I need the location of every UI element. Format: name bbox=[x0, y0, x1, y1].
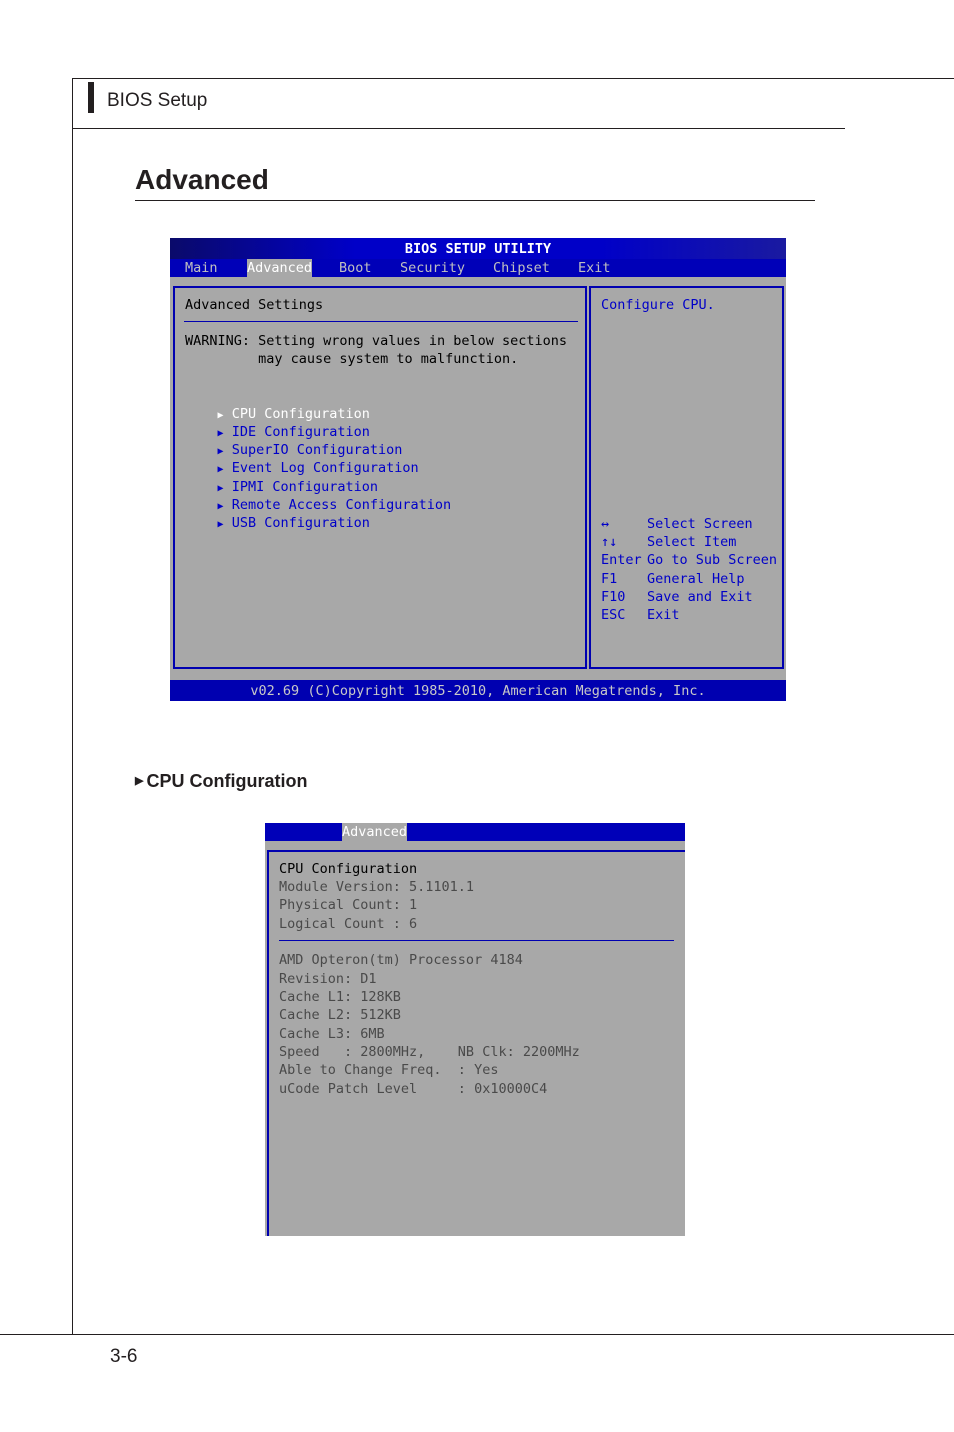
physical-count: Physical Count: 1 bbox=[279, 897, 418, 913]
cache-l3: Cache L3: 6MB bbox=[279, 1026, 385, 1042]
menu-main[interactable]: Main bbox=[185, 260, 218, 276]
bios-menubar bbox=[170, 259, 786, 277]
key-action: Go to Sub Screen bbox=[647, 552, 778, 568]
left-right-arrow-icon: ↔ bbox=[601, 516, 610, 532]
title-rule bbox=[135, 200, 815, 201]
key-label: F1 bbox=[601, 571, 618, 587]
bottom-rule bbox=[0, 1334, 954, 1335]
key-label: F10 bbox=[601, 589, 626, 605]
panel-separator bbox=[184, 321, 578, 322]
section-header: BIOS Setup bbox=[107, 90, 208, 111]
submenu-item-label: Event Log Configuration bbox=[231, 460, 419, 476]
key-label: ESC bbox=[601, 607, 626, 623]
key-action: Select Screen bbox=[647, 516, 753, 532]
submenu-item-label: CPU Configuration bbox=[231, 406, 370, 422]
bios-titlebar bbox=[170, 238, 786, 259]
processor-name: AMD Opteron(tm) Processor 4184 bbox=[279, 952, 523, 968]
triangle-right-icon: ▶ bbox=[217, 501, 224, 512]
section-subheading bbox=[135, 771, 307, 792]
key-select-item bbox=[601, 533, 736, 551]
triangle-right-icon: ▶ bbox=[217, 410, 224, 421]
key-f1 bbox=[601, 570, 745, 588]
triangle-right-icon: ▶ bbox=[135, 775, 144, 787]
submenu-item-label: USB Configuration bbox=[231, 515, 370, 531]
ucode-patch-level: uCode Patch Level : 0x10000C4 bbox=[279, 1081, 548, 1097]
submenu-item-label: SuperIO Configuration bbox=[231, 442, 403, 458]
triangle-right-icon: ▶ bbox=[217, 464, 224, 475]
menu-boot[interactable]: Boot bbox=[339, 260, 372, 276]
triangle-right-icon: ▶ bbox=[217, 446, 224, 457]
panel-separator bbox=[279, 940, 674, 941]
speed: Speed : 2800MHz, NB Clk: 2200MHz bbox=[279, 1044, 580, 1060]
top-rule bbox=[72, 78, 954, 79]
page-number: 3-6 bbox=[110, 1346, 138, 1367]
header-bar bbox=[88, 82, 94, 113]
copyright-text: v02.69 (C)Copyright 1985-2010, American Megatrends, Inc. bbox=[250, 683, 706, 699]
key-f10 bbox=[601, 588, 753, 606]
panel-title: Advanced Settings bbox=[185, 297, 324, 313]
revision: Revision: D1 bbox=[279, 971, 377, 987]
menu-advanced[interactable]: Advanced bbox=[247, 260, 313, 276]
left-rule bbox=[72, 78, 73, 1335]
bios-menubar bbox=[265, 823, 685, 841]
help-text: Configure CPU. bbox=[601, 297, 715, 313]
cache-l1: Cache L1: 128KB bbox=[279, 989, 401, 1005]
menu-security[interactable]: Security bbox=[400, 260, 466, 276]
menu-exit[interactable]: Exit bbox=[578, 260, 611, 276]
key-select-screen bbox=[601, 515, 753, 533]
menu-advanced[interactable]: Advanced bbox=[342, 824, 408, 840]
menu-chipset[interactable]: Chipset bbox=[493, 260, 550, 276]
key-enter bbox=[601, 551, 777, 569]
cpu-heading: CPU Configuration bbox=[279, 861, 418, 877]
cache-l2: Cache L2: 512KB bbox=[279, 1007, 401, 1023]
page-title: Advanced bbox=[135, 164, 269, 195]
key-esc bbox=[601, 606, 680, 624]
header-rule bbox=[72, 128, 845, 129]
key-action: Save and Exit bbox=[647, 589, 753, 605]
key-action: General Help bbox=[647, 571, 745, 587]
bios-advanced-screen bbox=[170, 238, 786, 701]
bios-title: BIOS SETUP UTILITY bbox=[404, 241, 552, 257]
bios-cpu-screen bbox=[265, 823, 685, 1236]
bios-footer bbox=[170, 680, 786, 701]
submenu-item-label: IDE Configuration bbox=[231, 424, 370, 440]
key-action: Exit bbox=[647, 607, 680, 623]
submenu-item-label: Remote Access Configuration bbox=[231, 497, 452, 513]
triangle-right-icon: ▶ bbox=[217, 483, 224, 494]
key-label: Enter bbox=[601, 552, 642, 568]
change-freq: Able to Change Freq. : Yes bbox=[279, 1062, 499, 1078]
submenu-item-label: IPMI Configuration bbox=[231, 479, 378, 495]
up-down-arrow-icon: ↑↓ bbox=[601, 534, 618, 550]
subheading-text: CPU Configuration bbox=[146, 771, 308, 791]
warning-line-2: may cause system to malfunction. bbox=[185, 351, 519, 367]
triangle-right-icon: ▶ bbox=[217, 519, 224, 530]
module-version: Module Version: 5.1101.1 bbox=[279, 879, 475, 895]
warning-line-1: WARNING: Setting wrong values in below sections bbox=[185, 333, 568, 349]
submenu-item-usb[interactable] bbox=[185, 496, 370, 552]
triangle-right-icon: ▶ bbox=[217, 428, 224, 439]
logical-count: Logical Count : 6 bbox=[279, 916, 418, 932]
key-action: Select Item bbox=[647, 534, 737, 550]
